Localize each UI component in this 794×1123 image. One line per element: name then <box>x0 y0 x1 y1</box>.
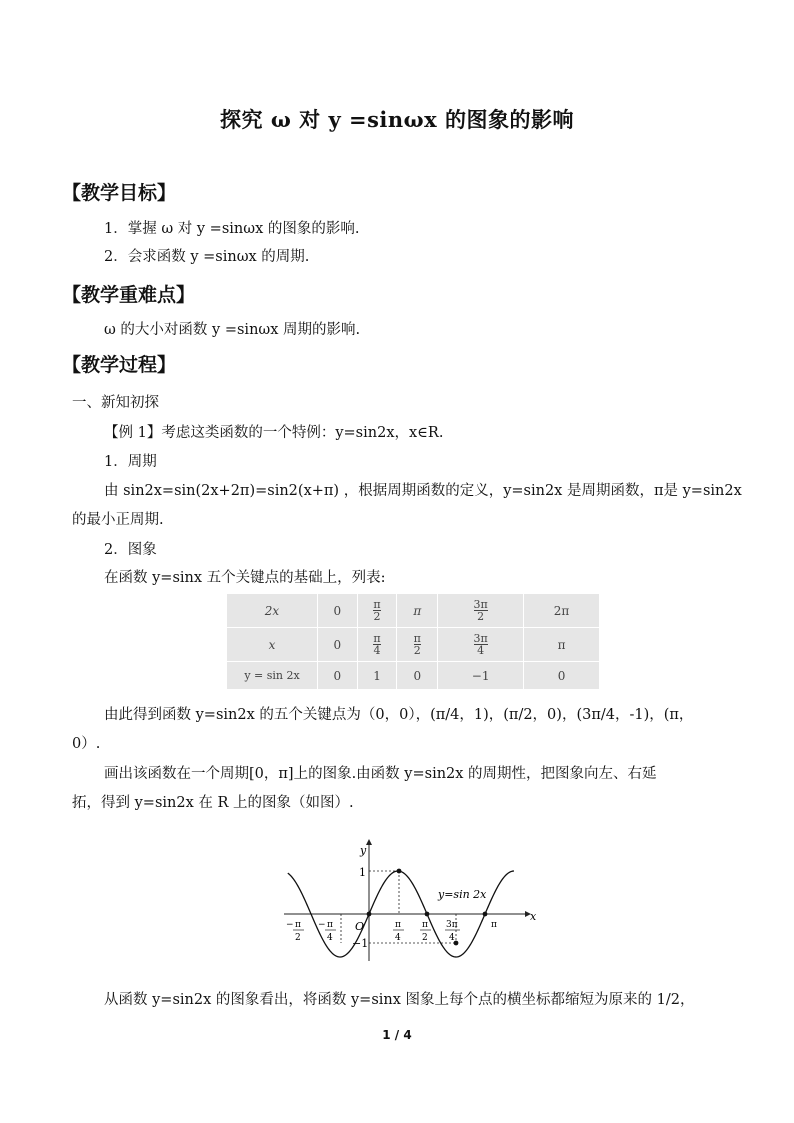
table-row <box>227 628 600 662</box>
part-heading: 一、新知初探 <box>72 395 159 411</box>
svg-text:3π: 3π <box>446 920 458 930</box>
keypoints-text-line1: 由此得到函数 y=sin2x 的五个关键点为（0，0），(π/4，1)，(π/2，0)，(3π/4，-1)，(π， <box>104 707 694 723</box>
draw-text-line1: 画出该函数在一个周期[0，π]上的图象.由函数 y=sin2x 的周期性，把图象向左、右延 <box>104 766 657 782</box>
draw-text-line2: 拓，得到 y=sin2x 在 R 上的图象（如图）. <box>72 795 354 811</box>
table-cell: π <box>524 628 600 662</box>
period-text-line2: 的最小正周期. <box>72 512 164 528</box>
table-row <box>227 662 600 690</box>
page-number: 1 / 4 <box>382 1028 412 1042</box>
table-cell: π <box>397 594 438 628</box>
y-tick-label: −1 <box>352 937 369 950</box>
svg-text:π: π <box>295 920 301 930</box>
table-cell: 0 <box>397 662 438 690</box>
subheading-period: 1．周期 <box>104 454 157 470</box>
table-cell: $\frac{\pi}{2}$ <box>397 628 438 662</box>
key-point <box>425 912 430 917</box>
svg-text:π: π <box>491 920 497 930</box>
table-cell: $\frac{3\pi}{4}$ <box>438 628 524 662</box>
table-cell: 0 <box>524 662 600 690</box>
last-line: 从函数 y=sin2x 的图象看出，将函数 y=sinx 图象上每个点的横坐标都缩短为原来的 1/2， <box>104 992 695 1008</box>
key-point <box>397 869 402 874</box>
svg-text:−: − <box>318 920 326 930</box>
key-text: ω 的大小对函数 y =sinωx 周期的影响. <box>104 322 361 338</box>
table-cell: $\frac{3\pi}{2}$ <box>438 594 524 628</box>
table-cell: −1 <box>438 662 524 690</box>
y-axis-label: y <box>360 844 367 857</box>
svg-text:2: 2 <box>422 933 428 943</box>
goal-2: 2．会求函数 y =sinωx 的周期. <box>104 249 310 265</box>
subheading-graph: 2．图象 <box>104 542 157 558</box>
example-1: 【例 1】考虑这类函数的一个特例：y=sin2x，x∈R. <box>104 425 444 441</box>
table-cell: $\frac{\pi}{4}$ <box>357 628 397 662</box>
x-tick-labels <box>286 920 497 943</box>
svg-text:4: 4 <box>327 933 333 943</box>
table-cell: 2π <box>524 594 600 628</box>
svg-text:π: π <box>422 920 428 930</box>
goal-1: 1．掌握 ω 对 y =sinωx 的图象的影响. <box>104 221 360 237</box>
curve-label: y=sin 2x <box>438 888 487 901</box>
table-cell: 2x <box>227 594 318 628</box>
sine-graph <box>280 836 550 966</box>
key-heading: 【教学重难点】 <box>62 284 196 306</box>
table-cell: x <box>227 628 318 662</box>
table-cell: y = sin 2x <box>227 662 318 690</box>
keypoints-text-line2: 0）. <box>72 736 101 752</box>
svg-text:2: 2 <box>295 933 301 943</box>
period-text-line1: 由 sin2x=sin(2x+2π)=sin2(x+π) ，根据周期函数的定义，y=sin2x 是周期函数，π是 y=sin2x <box>104 483 742 499</box>
table-cell: 1 <box>357 662 397 690</box>
page-title: 探究 ω 对 y =sinωx 的图象的影响 <box>220 107 574 132</box>
svg-text:−: − <box>286 920 294 930</box>
y-tick-label: 1 <box>359 866 366 879</box>
key-point <box>483 912 488 917</box>
x-axis-label: x <box>530 910 537 923</box>
keypoints-table <box>226 593 600 690</box>
key-point <box>367 912 372 917</box>
table-cell: 0 <box>318 628 358 662</box>
origin-label: O <box>355 920 365 933</box>
table-cell: $\frac{\pi}{2}$ <box>357 594 397 628</box>
table-intro: 在函数 y=sinx 五个关键点的基础上，列表: <box>104 570 386 586</box>
svg-text:4: 4 <box>395 933 401 943</box>
svg-text:4: 4 <box>449 933 455 943</box>
table-row <box>227 594 600 628</box>
table-cell: 0 <box>318 594 358 628</box>
goals-heading: 【教学目标】 <box>62 182 177 204</box>
table-cell: 0 <box>318 662 358 690</box>
svg-text:π: π <box>327 920 333 930</box>
svg-text:π: π <box>395 920 401 930</box>
process-heading: 【教学过程】 <box>62 354 177 376</box>
